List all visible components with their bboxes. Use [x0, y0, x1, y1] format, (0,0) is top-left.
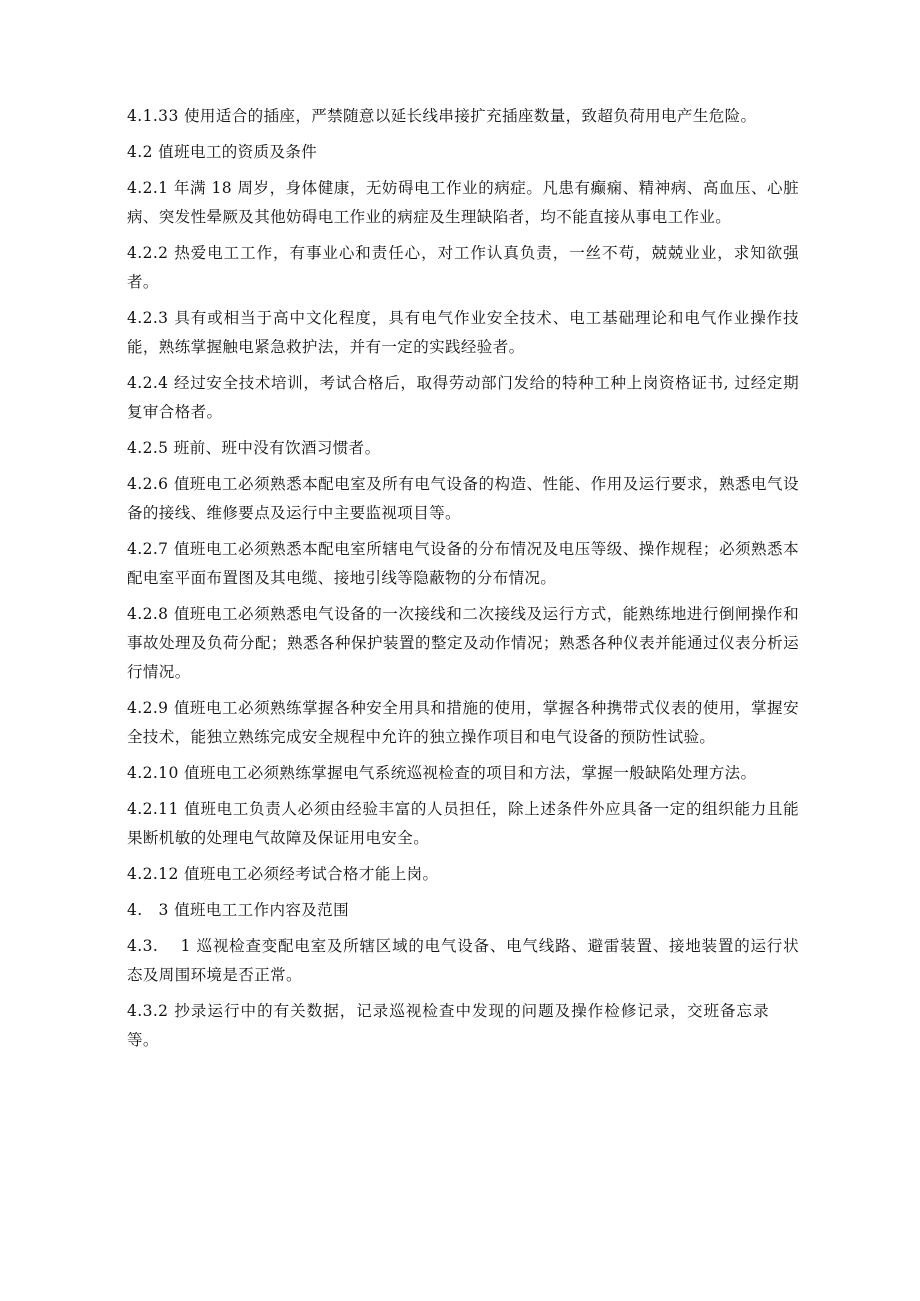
paragraph-4-2-10: 4.2.10 值班电工必须熟练掌握电气系统巡视检查的项目和方法，掌握一般缺陷处理方法。	[127, 764, 757, 782]
paragraph-4-2-6: 4.2.6 值班电工必须熟悉本配电室及所有电气设备的构造、性能、作用及运行要求，熟悉电气设备的接线、维修要点及运行中主要监视项目等。	[127, 475, 799, 522]
paragraph-4-2-1: 4.2.1 年满 18 周岁，身体健康，无妨碍电工作业的病症。凡患有癫痫、精神病、高血压、心脏病、突发性晕厥及其他妨碍电工作业的病症及生理缺陷者，均不能直接从事电工作业。	[127, 179, 799, 226]
paragraph-4-2-12: 4.2.12 值班电工必须经考试合格才能上岗。	[127, 865, 439, 883]
paragraph-4-2-11: 4.2.11 值班电工负责人必须由经验丰富的人员担任，除上述条件外应具备一定的组织能力且能果断机敏的处理电气故障及保证用电安全。	[127, 800, 799, 847]
paragraph-4-2-8: 4.2.8 值班电工必须熟悉电气设备的一次接线和二次接线及运行方式，能熟练地进行倒闸操作和事故处理及负荷分配；熟悉各种保护装置的整定及动作情况；熟悉各种仪表并能通过仪表分析运行情况。	[127, 605, 799, 681]
paragraph-4-2-7: 4.2.7 值班电工必须熟悉本配电室所辖电气设备的分布情况及电压等级、操作规程；必须熟悉本配电室平面布置图及其电缆、接地引线等隐蔽物的分布情况。	[127, 540, 799, 587]
paragraph-4-2-2: 4.2.2 热爱电工工作，有事业心和责任心，对工作认真负责，一丝不苟，兢兢业业，求知欲强者。	[127, 244, 799, 291]
paragraph-4-2-9: 4.2.9 值班电工必须熟练掌握各种安全用具和措施的使用，掌握各种携带式仪表的使用，掌握安全技术，能独立熟练完成安全规程中允许的独立操作项目和电气设备的预防性试验。	[127, 699, 799, 746]
section-heading-4-2: 4.2 值班电工的资质及条件	[127, 143, 318, 161]
paragraph-4-1-33: 4.1.33 使用适合的插座，严禁随意以延长线串接扩充插座数量，致超负荷用电产生危险。	[127, 107, 757, 125]
paragraph-4-3-2: 4.3.2 抄录运行中的有关数据，记录巡视检查中发现的问题及操作检修记录，交班备忘录等。	[127, 1002, 769, 1049]
paragraph-4-2-3: 4.2.3 具有或相当于高中文化程度，具有电气作业安全技术、电工基础理论和电气作业操作技能，熟练掌握触电紧急救护法，并有一定的实践经验者。	[127, 309, 799, 356]
section-heading-4-3: 4. 3 值班电工工作内容及范围	[127, 901, 349, 919]
paragraph-4-2-4: 4.2.4 经过安全技术培训，考试合格后，取得劳动部门发给的特种工种上岗资格证书, 过经定期复审合格者。	[127, 374, 799, 421]
paragraph-4-3-1: 4.3. 1 巡视检查变配电室及所辖区域的电气设备、电气线路、避雷装置、接地装置的运行状态及周围环境是否正常。	[127, 937, 799, 984]
paragraph-4-2-5: 4.2.5 班前、班中没有饮酒习惯者。	[127, 439, 381, 457]
document-body	[127, 102, 799, 1062]
